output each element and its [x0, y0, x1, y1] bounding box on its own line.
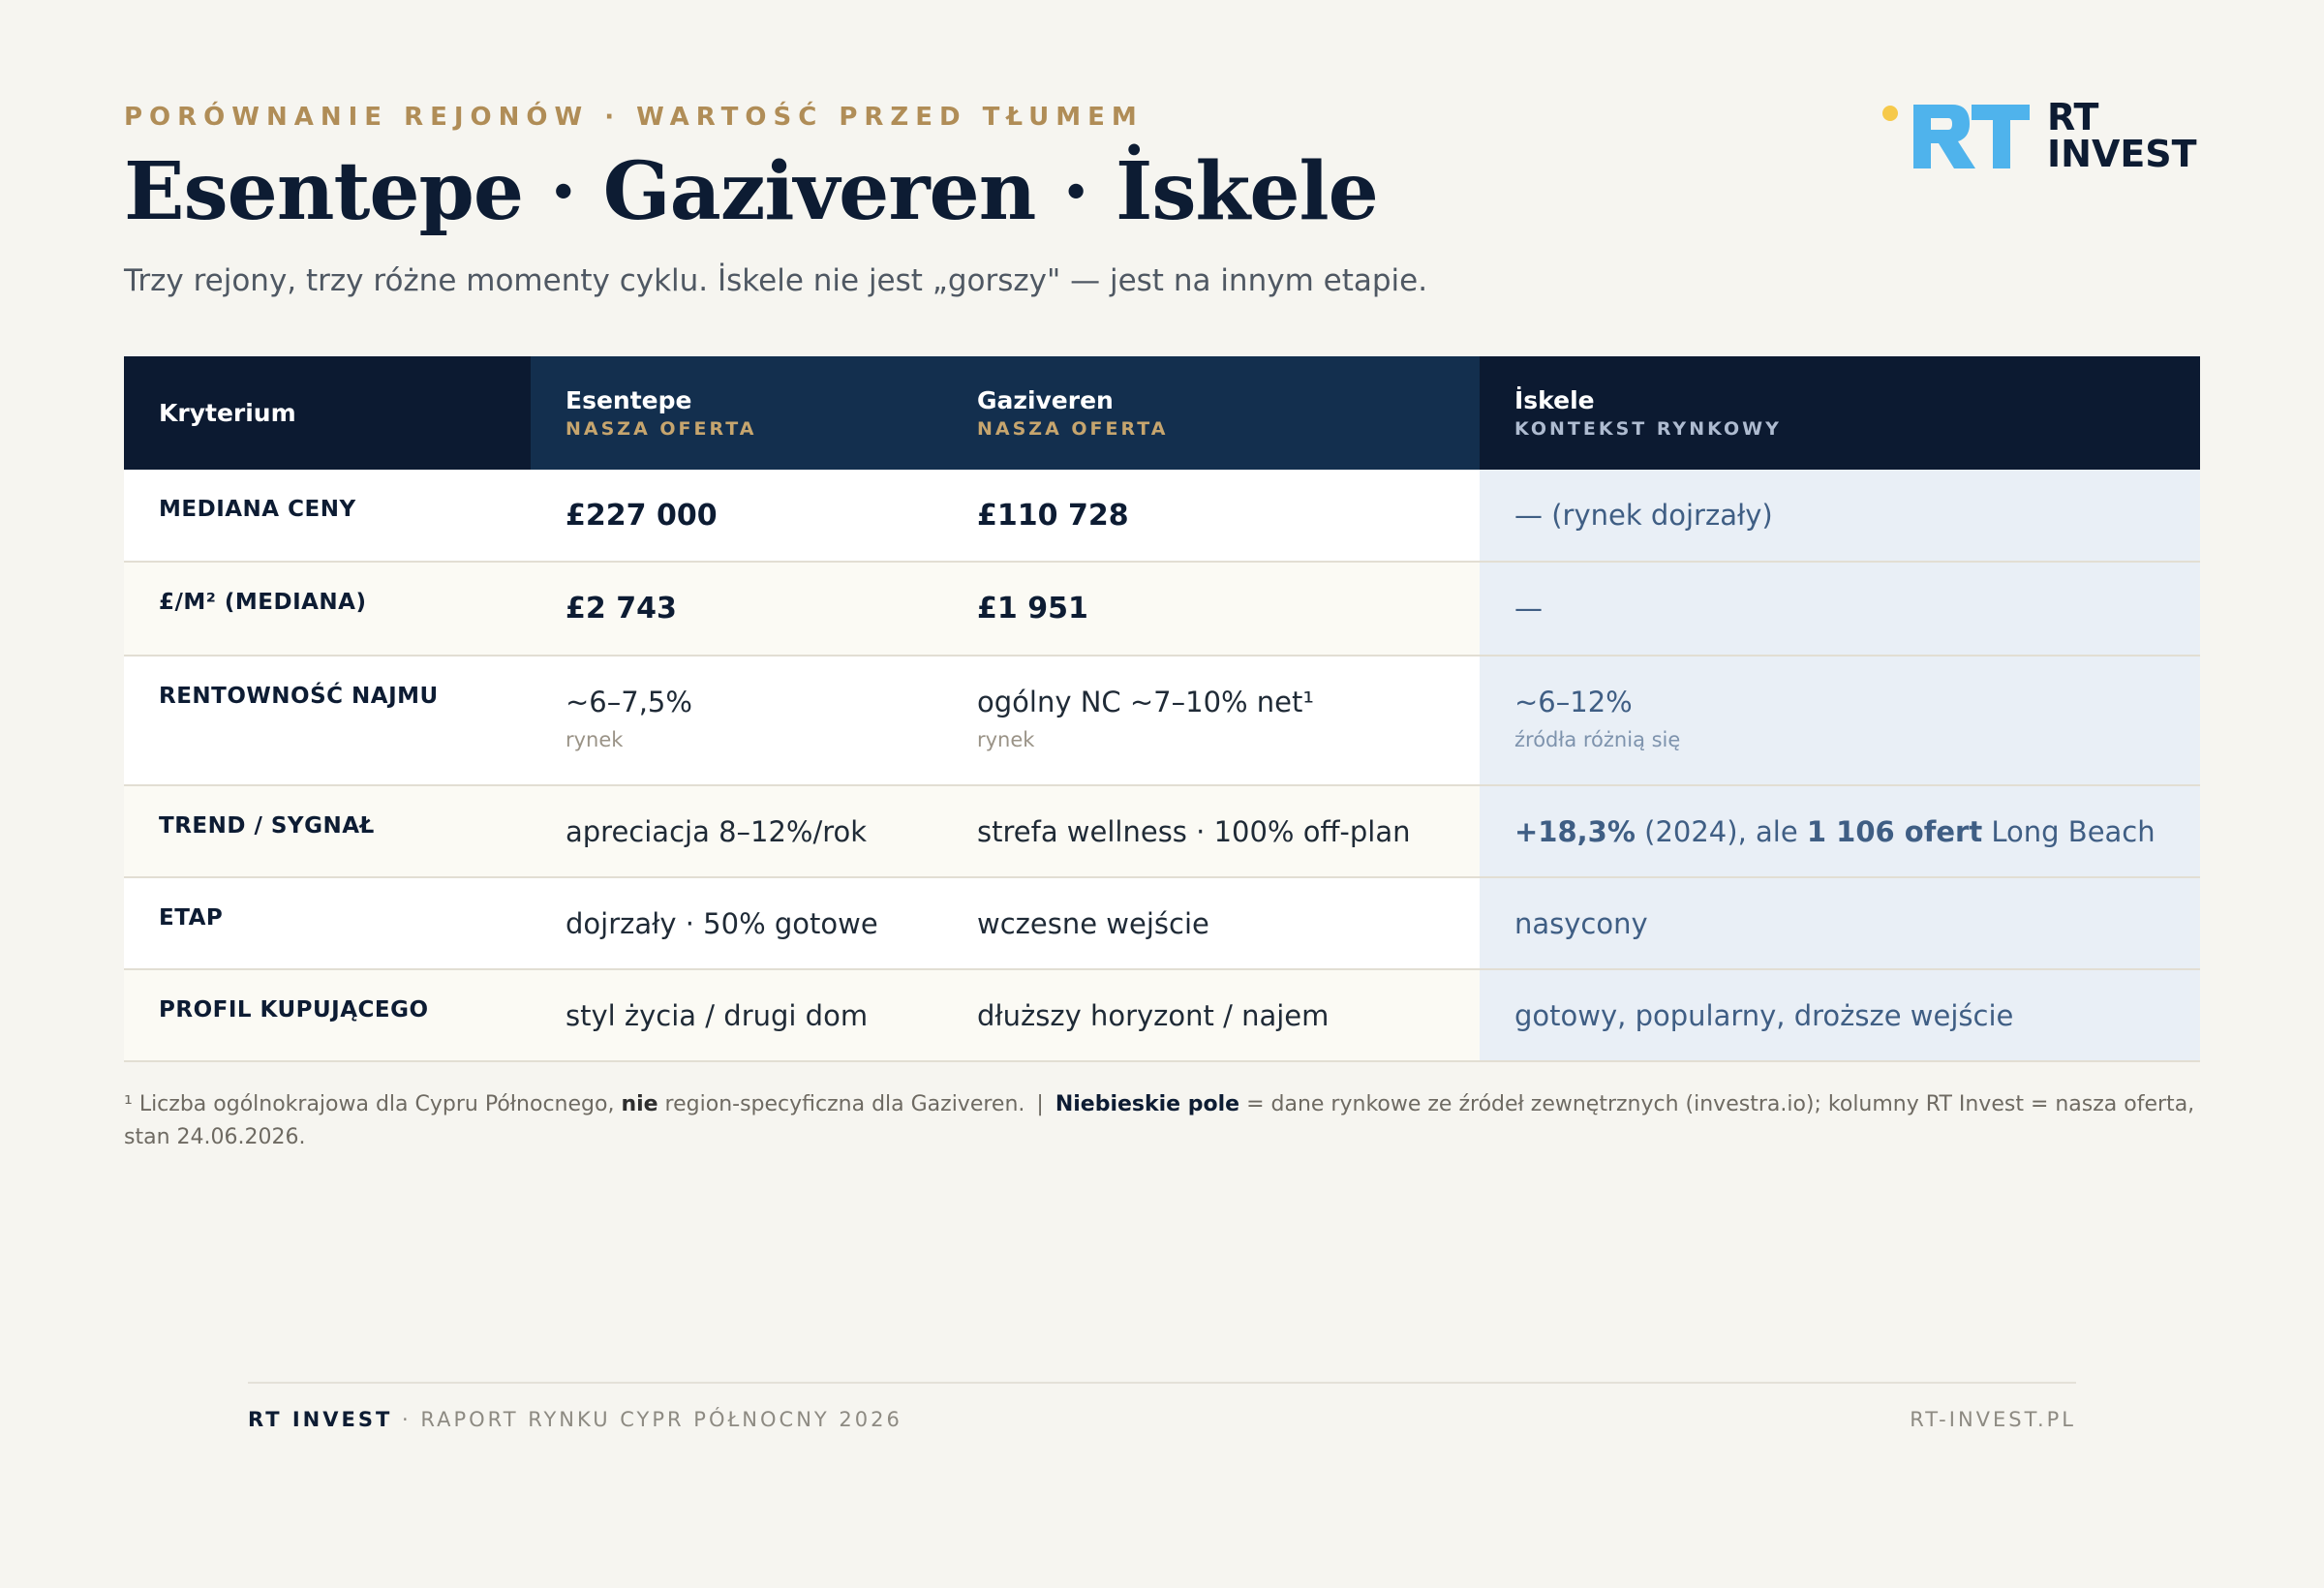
footer-brand: RT INVEST	[248, 1408, 393, 1431]
gaziveren-value: ogólny NC ~7–10% net¹	[977, 686, 1315, 718]
header-iskele-name: İskele	[1514, 386, 1595, 414]
gaziveren-cell	[942, 877, 1480, 969]
gaziveren-value: £1 951	[977, 592, 1088, 626]
footnote-blue-label: Niebieskie pole	[1055, 1092, 1240, 1116]
gaziveren-cell	[942, 562, 1480, 656]
footnote-text-a: ¹ Liczba ogólnokrajowa dla Cypru Północnego,	[124, 1092, 622, 1116]
iskele-value: —	[1514, 592, 1543, 625]
criterion-label: RENTOWNOŚĆ NAJMU	[159, 684, 439, 709]
table-row	[124, 562, 2200, 656]
criterion-cell	[124, 785, 531, 877]
esentepe-value: dojrzały · 50% gotowe	[566, 907, 878, 940]
header-iskele	[1480, 356, 2200, 470]
iskele-offers: 1 106 ofert	[1806, 815, 1983, 848]
criterion-label: TREND / SYGNAŁ	[159, 813, 375, 839]
iskele-growth: +18,3%	[1514, 815, 1636, 848]
iskele-value: nasycony	[1514, 907, 1648, 940]
esentepe-value: £2 743	[566, 592, 677, 626]
esentepe-value: £227 000	[566, 499, 718, 533]
iskele-value: — (rynek dojrzały)	[1514, 499, 1773, 532]
header-iskele-sub: KONTEKST RYNKOWY	[1514, 418, 1782, 440]
iskele-trend-text: (2024), ale	[1635, 815, 1807, 848]
header-esentepe	[531, 356, 942, 470]
iskele-cell	[1480, 656, 2200, 785]
esentepe-cell	[531, 470, 942, 562]
footnote-separator: |	[1036, 1092, 1044, 1116]
table-row	[124, 470, 2200, 562]
page-title: Esentepe · Gaziveren · İskele	[124, 145, 1378, 238]
iskele-cell	[1480, 969, 2200, 1061]
esentepe-note: rynek	[566, 728, 624, 751]
criterion-label: £/M² (MEDIANA)	[159, 590, 367, 615]
iskele-location: Long Beach	[1982, 815, 2156, 848]
criterion-cell	[124, 562, 531, 656]
rt-logo-mark-icon	[1882, 99, 2037, 168]
footer-report-title: · RAPORT RYNKU CYPR PÓŁNOCNY 2026	[392, 1408, 902, 1431]
header-esentepe-sub: NASZA OFERTA	[566, 418, 757, 440]
criterion-label: MEDIANA CENY	[159, 497, 356, 522]
page-subtitle: Trzy rejony, trzy różne momenty cyklu. İskele nie jest „gorszy" — jest na innym etapie.	[124, 263, 1428, 298]
iskele-cell	[1480, 470, 2200, 562]
comparison-table	[124, 356, 2200, 1062]
gaziveren-value: wczesne wejście	[977, 907, 1209, 940]
footer-left	[248, 1408, 902, 1431]
iskele-note: źródła różnią się	[1514, 728, 1681, 751]
gaziveren-cell	[942, 969, 1480, 1061]
footnote-emphasis: nie	[621, 1092, 658, 1116]
gaziveren-value: strefa wellness · 100% off-plan	[977, 815, 1411, 848]
header-esentepe-name: Esentepe	[566, 386, 692, 414]
table-row	[124, 877, 2200, 969]
criterion-cell	[124, 877, 531, 969]
footnote	[124, 1088, 2206, 1154]
header-gaziveren	[942, 356, 1480, 470]
gaziveren-note: rynek	[977, 728, 1035, 751]
esentepe-value: apreciacja 8–12%/rok	[566, 815, 868, 848]
esentepe-cell	[531, 562, 942, 656]
header-gaziveren-name: Gaziveren	[977, 386, 1114, 414]
criterion-label: ETAP	[159, 905, 224, 931]
esentepe-cell	[531, 785, 942, 877]
criterion-cell	[124, 969, 531, 1061]
esentepe-cell	[531, 969, 942, 1061]
gaziveren-cell	[942, 656, 1480, 785]
footnote-text-e: = dane rynkowe ze źródeł zewnętrznych (investra.io); kolumny RT Invest = nasza oferta, stan 24.06.2026.	[124, 1092, 2195, 1149]
eyebrow-label: PORÓWNANIE REJONÓW · WARTOŚĆ PRZED TŁUMEM	[124, 103, 1144, 132]
header-gaziveren-sub: NASZA OFERTA	[977, 418, 1169, 440]
rt-invest-logo	[1882, 96, 2202, 176]
table-row	[124, 969, 2200, 1061]
iskele-cell	[1480, 785, 2200, 877]
criterion-cell	[124, 470, 531, 562]
gaziveren-value: dłuższy horyzont / najem	[977, 999, 1330, 1032]
header-criterion: Kryterium	[124, 356, 531, 470]
table-header-row	[124, 356, 2200, 470]
criterion-cell	[124, 656, 531, 785]
footer-divider	[248, 1382, 2076, 1384]
footer-url: RT-INVEST.PL	[1910, 1408, 2076, 1431]
esentepe-value: styl życia / drugi dom	[566, 999, 869, 1032]
logo-text-rt: RT	[2047, 96, 2099, 138]
iskele-value: gotowy, popularny, droższe wejście	[1514, 999, 2014, 1032]
iskele-value: ~6–12%	[1514, 686, 1633, 718]
gaziveren-value: £110 728	[977, 499, 1129, 533]
iskele-cell	[1480, 877, 2200, 969]
footnote-text-c: region-specyficzna dla Gaziveren.	[657, 1092, 1025, 1116]
table-row	[124, 656, 2200, 785]
iskele-cell	[1480, 562, 2200, 656]
gaziveren-cell	[942, 470, 1480, 562]
esentepe-cell	[531, 877, 942, 969]
criterion-label: PROFIL KUPUJĄCEGO	[159, 997, 429, 1023]
gaziveren-cell	[942, 785, 1480, 877]
logo-text-invest: INVEST	[2047, 133, 2197, 175]
table-row	[124, 785, 2200, 877]
esentepe-value: ~6–7,5%	[566, 686, 692, 718]
esentepe-cell	[531, 656, 942, 785]
